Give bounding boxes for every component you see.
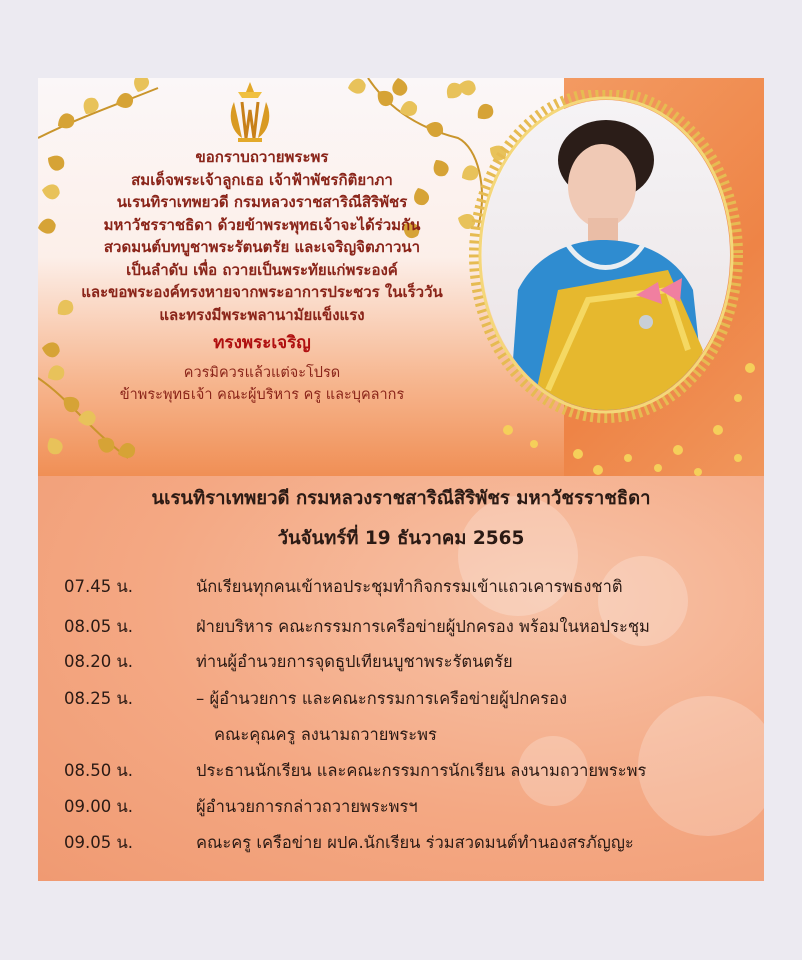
schedule-desc: ท่านผู้อำนวยการจุดธูปเทียนบูชาพระรัตนตรัย	[196, 652, 513, 671]
schedule-time: 08.20 น.	[64, 652, 134, 671]
blessing-line: สมเด็จพระเจ้าลูกเธอ เจ้าฟ้าพัชรกิติยาภา	[131, 170, 393, 189]
signature-line: ข้าพระพุทธเจ้า คณะผู้บริหาร ครู และบุคลากร	[119, 387, 405, 403]
schedule-row	[64, 649, 764, 679]
schedule-row	[64, 758, 764, 788]
humble-phrase: ควรมิควรแล้วแต่จะโปรด	[183, 364, 341, 381]
schedule-desc: ผู้อำนวยการกล่าวถวายพระพรฯ	[196, 797, 418, 816]
schedule-row	[64, 686, 764, 756]
schedule-row	[64, 794, 764, 824]
schedule-section	[38, 476, 764, 881]
schedule-row	[64, 614, 764, 644]
announcement-poster	[38, 78, 764, 881]
schedule-row	[64, 574, 764, 604]
blessing-line: เป็นลำดับ เพื่อ ถวายเป็นพระทัยแก่พระองค์	[126, 260, 398, 279]
schedule-time: 08.05 น.	[64, 617, 134, 636]
schedule-desc-continued: คณะคุณครู ลงนามถวายพระพร	[214, 725, 437, 744]
schedule-desc: คณะครู เครือข่าย ผปค.นักเรียน ร่วมสวดมนต์ทำนองสรภัญญะ	[196, 833, 634, 852]
blessing-line: นเรนทิราเทพยวดี กรมหลวงราชสาริณีสิริพัชร	[116, 193, 408, 211]
blessing-line: มหาวัชรราชธิดา ด้วยข้าพระพุทธเจ้าจะได้ร่วมกัน	[103, 215, 421, 234]
blessing-line: สวดมนต์บทบูชาพระรัตนตรัย และเจริญจิตภาวนา	[103, 238, 421, 256]
schedule-time: 08.50 น.	[64, 761, 134, 780]
schedule-desc: – ผู้อำนวยการ และคณะกรรมการเครือข่ายผู้ปกครอง	[196, 689, 568, 708]
schedule-title: นเรนทิราเทพยวดี กรมหลวงราชสาริณีสิริพัชร มหาวัชรราชธิดา	[151, 488, 651, 509]
schedule-desc: ประธานนักเรียน และคณะกรรมการนักเรียน ลงนามถวายพระพร	[196, 761, 647, 780]
royal-monogram-emblem-icon	[220, 80, 280, 144]
schedule-desc: นักเรียนทุกคนเข้าหอประชุมทำกิจกรรมเข้าแถวเคารพธงชาติ	[196, 577, 623, 596]
blessing-line: และทรงมีพระพลานามัยแข็งแรง	[159, 305, 365, 324]
schedule-row	[64, 830, 764, 860]
long-live-heading: ทรงพระเจริญ	[213, 333, 311, 353]
blessing-banner	[38, 78, 764, 476]
blessing-line: และขอพระองค์ทรงหายจากพระอาการประชวร ในเร็ววัน	[81, 283, 443, 301]
royal-portrait-image	[468, 90, 744, 430]
blessing-line: ขอกราบถวายพระพร	[195, 148, 329, 166]
schedule-time: 07.45 น.	[64, 577, 134, 596]
schedule-date: วันจันทร์ที่ 19 ธันวาคม 2565	[277, 528, 525, 549]
schedule-desc: ฝ่ายบริหาร คณะกรรมการเครือข่ายผู้ปกครอง พร้อมในหอประชุม	[196, 617, 650, 636]
blessing-text	[38, 146, 486, 407]
schedule-time: 08.25 น.	[64, 689, 134, 708]
schedule-time: 09.00 น.	[64, 797, 134, 816]
schedule-time: 09.05 น.	[64, 833, 134, 852]
